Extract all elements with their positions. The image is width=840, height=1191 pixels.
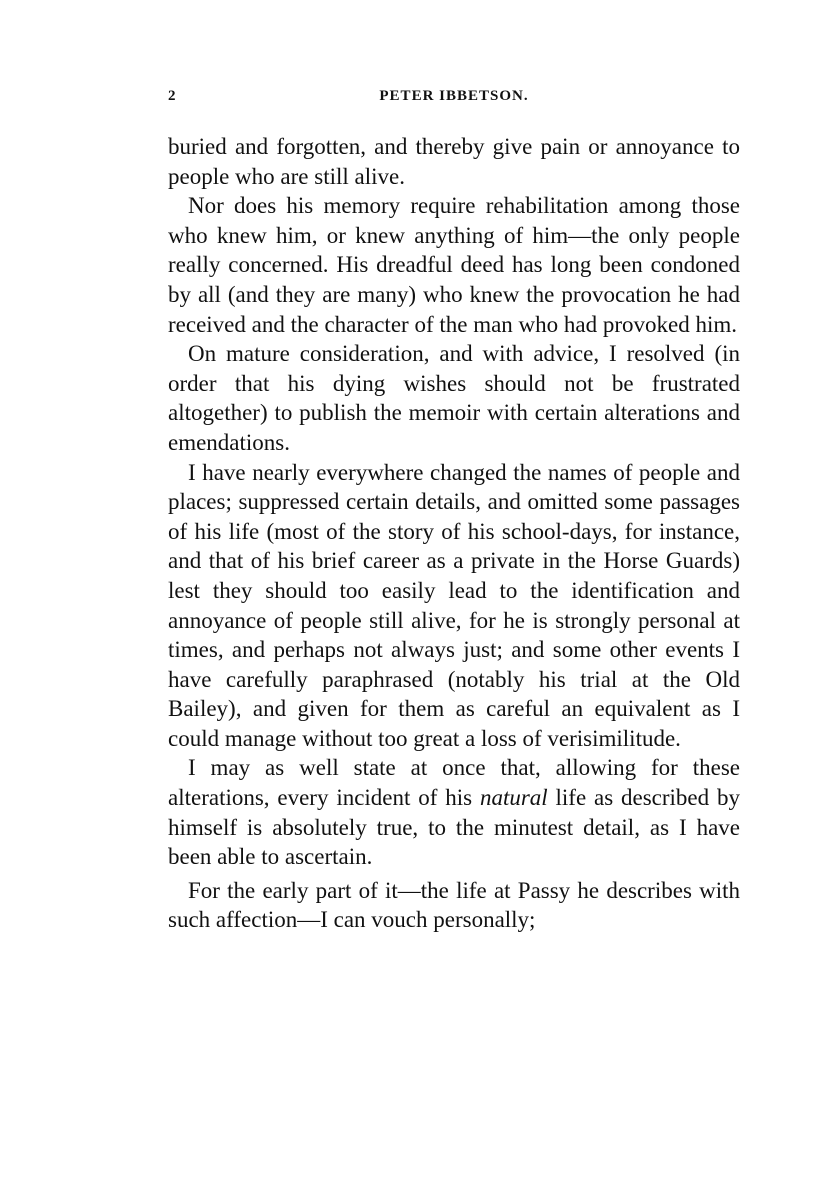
paragraph-text: I may as well state at once that, allowing for these alterations, every incident of his (168, 755, 740, 811)
running-head (168, 88, 740, 112)
paragraph (168, 753, 740, 871)
paragraph-continued (168, 132, 740, 191)
italic-word: natural (479, 785, 548, 811)
paragraph (168, 458, 740, 754)
paragraph-text: life as described by himself is absolutely true, to the minutest detail, as I have been able to ascertain. (168, 785, 740, 870)
body-text (168, 132, 740, 935)
paragraph (168, 876, 740, 935)
paragraph (168, 191, 740, 339)
paragraph-text: buried and forgotten, and thereby give pain or annoyance to people who are still alive. (168, 134, 740, 189)
paragraph (168, 339, 740, 457)
paragraph-text: I have nearly everywhere changed the names of people and places; suppressed certain details, and omitted some passages of his life (most of the story of his school-days, for instance, and that of his brief career as a private in the Horse Guards) lest they should too easily lead to the identification and annoyance of people still alive, for he is strongly personal at times, and perhaps not always just; and some other events I have carefully paraphrased (notably his trial at the Old Bailey), and given for them as careful an equivalent as I could manage without too great a loss of verisimilitude. (168, 459, 740, 751)
paragraph-text: For the early part of it—the life at Passy he describes with such affection—I can vouch personally; (168, 877, 740, 933)
page-number: 2 (168, 88, 177, 104)
paragraph-text: On mature consideration, and with advice, I resolved (in order that his dying wishes should not be frustrated altogether) to publish the memoir with certain alterations and emendations. (168, 341, 740, 455)
paragraph-text: Nor does his memory require rehabilitation among those who knew him, or knew anything of him—the only people really concerned. His dreadful deed has long been condoned by all (and they are many) who knew the provocation he had received and the character of the man who had provoked him. (168, 193, 740, 337)
running-title: PETER IBBETSON. (379, 88, 529, 104)
